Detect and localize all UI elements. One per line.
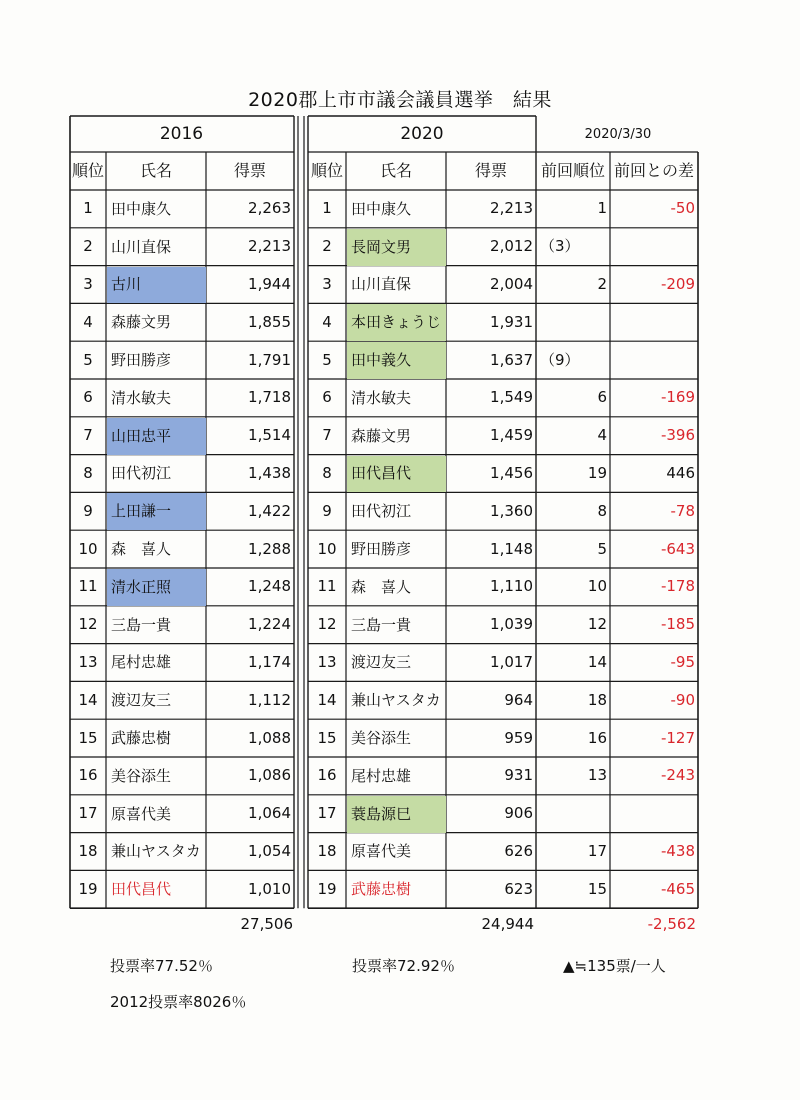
name-2016: 野田勝彦 xyxy=(111,351,172,370)
name-2016: 上田謙一 xyxy=(107,493,206,530)
name-2016: 田代昌代 xyxy=(111,880,172,899)
votes-2016: 2,213 xyxy=(248,237,291,256)
votes-2016: 2,263 xyxy=(248,199,291,218)
rank-2020: 18 xyxy=(317,841,337,860)
name-2016: 山田忠平 xyxy=(107,418,206,455)
vote-diff: -438 xyxy=(660,841,695,860)
votes-2020: 2,004 xyxy=(490,274,533,293)
vote-diff: -127 xyxy=(660,728,695,747)
votes-2020: 2,213 xyxy=(490,199,533,218)
rank-2016: 14 xyxy=(78,690,98,709)
name-2016: 古川 xyxy=(107,267,206,304)
name-2020: 本田きょうじ xyxy=(347,304,446,341)
votes-2016: 1,718 xyxy=(248,388,291,407)
name-2016: 森藤文男 xyxy=(111,313,172,332)
name-2020: 野田勝彦 xyxy=(351,540,412,559)
rank-2016: 4 xyxy=(83,312,93,331)
votes-2016: 1,010 xyxy=(248,879,291,898)
prev-rank: 16 xyxy=(587,728,607,747)
prev-rank: 18 xyxy=(587,690,607,709)
turnout-2020: 投票率72.92％ xyxy=(352,957,455,975)
rank-2020: 2 xyxy=(322,237,332,256)
name-2020: 田代昌代 xyxy=(347,456,446,493)
rank-2020: 19 xyxy=(317,879,337,898)
votes-2016: 1,791 xyxy=(248,350,291,369)
votes-2020: 1,549 xyxy=(490,388,533,407)
name-2020: 渡辺友三 xyxy=(351,653,412,672)
rank-2016: 10 xyxy=(78,539,98,558)
rank-2016: 5 xyxy=(83,350,93,369)
votes-2016: 1,054 xyxy=(248,841,291,860)
name-2016: 清水敏夫 xyxy=(111,388,172,407)
prev-rank: 19 xyxy=(587,463,607,482)
votes-2016: 1,855 xyxy=(248,312,291,331)
name-2016: 森 喜人 xyxy=(111,540,172,559)
year-2020-header: 2020 xyxy=(400,123,444,144)
page-title: 2020郡上市市議会議員選挙 結果 xyxy=(248,89,552,111)
prev-rank: 2 xyxy=(597,274,607,293)
vote-diff xyxy=(610,341,698,379)
name-2020: 蓑島源巳 xyxy=(347,796,446,833)
rank-2020: 5 xyxy=(322,350,332,369)
rank-2016: 2 xyxy=(83,237,93,256)
votes-2016: 1,174 xyxy=(248,652,291,671)
prev-rank: 6 xyxy=(597,388,607,407)
vote-diff: -396 xyxy=(660,426,695,445)
name-2020: 森 喜人 xyxy=(351,577,412,596)
prev-rank: （3） xyxy=(540,237,580,256)
name-2020: 清水敏夫 xyxy=(351,388,412,407)
vote-diff: -178 xyxy=(660,577,695,596)
prev-rank xyxy=(536,303,610,341)
name-2020: 三島一貴 xyxy=(351,615,412,634)
votes-2020: 1,017 xyxy=(490,652,533,671)
rank-2020: 15 xyxy=(317,728,337,747)
votes-2016: 1,086 xyxy=(248,766,291,785)
prev-rank: 1 xyxy=(597,199,607,218)
total-votes-2020: 24,944 xyxy=(481,915,534,933)
votes-2020: 1,360 xyxy=(490,501,533,520)
header-name-2020: 氏名 xyxy=(379,161,412,180)
votes-2016: 1,064 xyxy=(248,804,291,823)
name-2016: 田中康久 xyxy=(111,199,172,218)
name-2020: 原喜代美 xyxy=(351,842,412,861)
votes-2020: 1,456 xyxy=(490,463,533,482)
vote-diff: -50 xyxy=(670,199,695,218)
rank-2016: 13 xyxy=(78,652,98,671)
rank-2020: 9 xyxy=(322,501,332,520)
rank-2020: 4 xyxy=(322,312,332,331)
vote-diff: -78 xyxy=(670,501,695,520)
name-2016: 兼山ヤスタカ xyxy=(111,842,201,861)
vote-diff: -643 xyxy=(660,539,695,558)
rank-2016: 3 xyxy=(83,274,93,293)
name-2020: 森藤文男 xyxy=(351,426,412,445)
name-2016: 田代初江 xyxy=(111,464,172,483)
votes-2020: 626 xyxy=(504,841,533,860)
rank-2016: 11 xyxy=(78,577,98,596)
prev-rank: 14 xyxy=(587,652,607,671)
prev-rank: 8 xyxy=(597,501,607,520)
votes-2016: 1,438 xyxy=(248,463,291,482)
rank-2020: 11 xyxy=(317,577,337,596)
name-2020: 田中義久 xyxy=(347,342,446,379)
rank-2020: 12 xyxy=(317,615,337,634)
rank-2016: 17 xyxy=(78,804,98,823)
votes-2016: 1,422 xyxy=(248,501,291,520)
prev-rank xyxy=(536,795,610,833)
votes-2020: 959 xyxy=(504,728,533,747)
prev-rank: 10 xyxy=(587,577,607,596)
header-rank-2020: 順位 xyxy=(310,161,343,180)
votes-2016: 1,288 xyxy=(248,539,291,558)
rank-2020: 1 xyxy=(322,199,332,218)
total-diff: -2,562 xyxy=(647,915,696,933)
rank-2016: 16 xyxy=(78,766,98,785)
turnout-2016: 投票率77.52％ xyxy=(110,957,213,975)
votes-2016: 1,112 xyxy=(248,690,291,709)
name-2020: 兼山ヤスタカ xyxy=(351,691,441,710)
prev-rank: 13 xyxy=(587,766,607,785)
rank-2020: 14 xyxy=(317,690,337,709)
votes-2020: 1,459 xyxy=(490,426,533,445)
prev-rank: （9） xyxy=(540,350,580,369)
name-2016: 山川直保 xyxy=(111,237,172,256)
vote-diff xyxy=(610,228,698,266)
vote-diff: -185 xyxy=(660,615,695,634)
votes-2020: 964 xyxy=(504,690,533,709)
votes-2016: 1,944 xyxy=(248,274,291,293)
header-votes-2016: 得票 xyxy=(233,161,266,180)
vote-diff xyxy=(610,303,698,341)
vote-diff: -95 xyxy=(670,652,695,671)
vote-diff: -209 xyxy=(660,274,695,293)
rank-2020: 13 xyxy=(317,652,337,671)
votes-2020: 1,931 xyxy=(490,312,533,331)
rank-2016: 19 xyxy=(78,879,98,898)
votes-2020: 906 xyxy=(504,804,533,823)
rank-2016: 18 xyxy=(78,841,98,860)
rank-2020: 17 xyxy=(317,804,337,823)
header-rank-2016: 順位 xyxy=(71,161,104,180)
votes-2020: 1,110 xyxy=(490,577,533,596)
name-2020: 長岡文男 xyxy=(347,229,446,266)
year-2016-header: 2016 xyxy=(159,123,204,144)
votes-2020: 2,012 xyxy=(490,237,533,256)
prev-rank: 15 xyxy=(587,879,607,898)
per-seat-note: ▲≒135票/一人 xyxy=(563,957,666,975)
prev-rank: 12 xyxy=(587,615,607,634)
total-votes-2016: 27,506 xyxy=(240,915,293,933)
votes-2016: 1,224 xyxy=(248,615,291,634)
votes-2016: 1,088 xyxy=(248,728,291,747)
name-2016: 美谷添生 xyxy=(111,766,172,785)
name-2016: 武藤忠樹 xyxy=(111,729,172,748)
header-diff: 前回との差 xyxy=(613,161,694,180)
rank-2020: 7 xyxy=(322,426,332,445)
header-votes-2020: 得票 xyxy=(474,161,507,180)
votes-2020: 1,148 xyxy=(490,539,533,558)
report-date: 2020/3/30 xyxy=(584,126,652,142)
rank-2020: 3 xyxy=(322,274,332,293)
prev-rank: 4 xyxy=(597,426,607,445)
vote-diff: -169 xyxy=(660,388,695,407)
votes-2020: 623 xyxy=(504,879,533,898)
name-2020: 田中康久 xyxy=(351,199,412,218)
name-2020: 田代初江 xyxy=(351,502,412,521)
turnout-2012: 2012投票率8026％ xyxy=(110,993,247,1011)
rank-2020: 8 xyxy=(322,463,332,482)
votes-2020: 1,637 xyxy=(490,350,533,369)
rank-2016: 9 xyxy=(83,501,93,520)
votes-2020: 931 xyxy=(504,766,533,785)
rank-2016: 15 xyxy=(78,728,98,747)
vote-diff: 446 xyxy=(666,463,695,482)
rank-2020: 16 xyxy=(317,766,337,785)
header-prev-rank: 前回順位 xyxy=(540,161,605,180)
prev-rank: 5 xyxy=(597,539,607,558)
name-2020: 武藤忠樹 xyxy=(351,880,412,899)
rank-2016: 8 xyxy=(83,463,93,482)
vote-diff: -243 xyxy=(660,766,695,785)
header-name-2016: 氏名 xyxy=(139,161,172,180)
rank-2020: 6 xyxy=(322,388,332,407)
rank-2016: 6 xyxy=(83,388,93,407)
name-2016: 原喜代美 xyxy=(111,804,172,823)
rank-2016: 1 xyxy=(83,199,93,218)
votes-2016: 1,514 xyxy=(248,426,291,445)
name-2016: 渡辺友三 xyxy=(111,691,172,710)
name-2016: 清水正照 xyxy=(107,569,206,606)
vote-diff xyxy=(610,795,698,833)
rank-2020: 10 xyxy=(317,539,337,558)
name-2020: 山川直保 xyxy=(351,275,412,294)
rank-2016: 12 xyxy=(78,615,98,634)
vote-diff: -90 xyxy=(670,690,695,709)
name-2016: 尾村忠雄 xyxy=(111,653,172,672)
votes-2016: 1,248 xyxy=(248,577,291,596)
votes-2020: 1,039 xyxy=(490,615,533,634)
vote-diff: -465 xyxy=(660,879,695,898)
rank-2016: 7 xyxy=(83,426,93,445)
prev-rank: 17 xyxy=(587,841,607,860)
name-2020: 尾村忠雄 xyxy=(351,766,412,785)
name-2020: 美谷添生 xyxy=(351,729,412,748)
name-2016: 三島一貴 xyxy=(111,615,172,634)
